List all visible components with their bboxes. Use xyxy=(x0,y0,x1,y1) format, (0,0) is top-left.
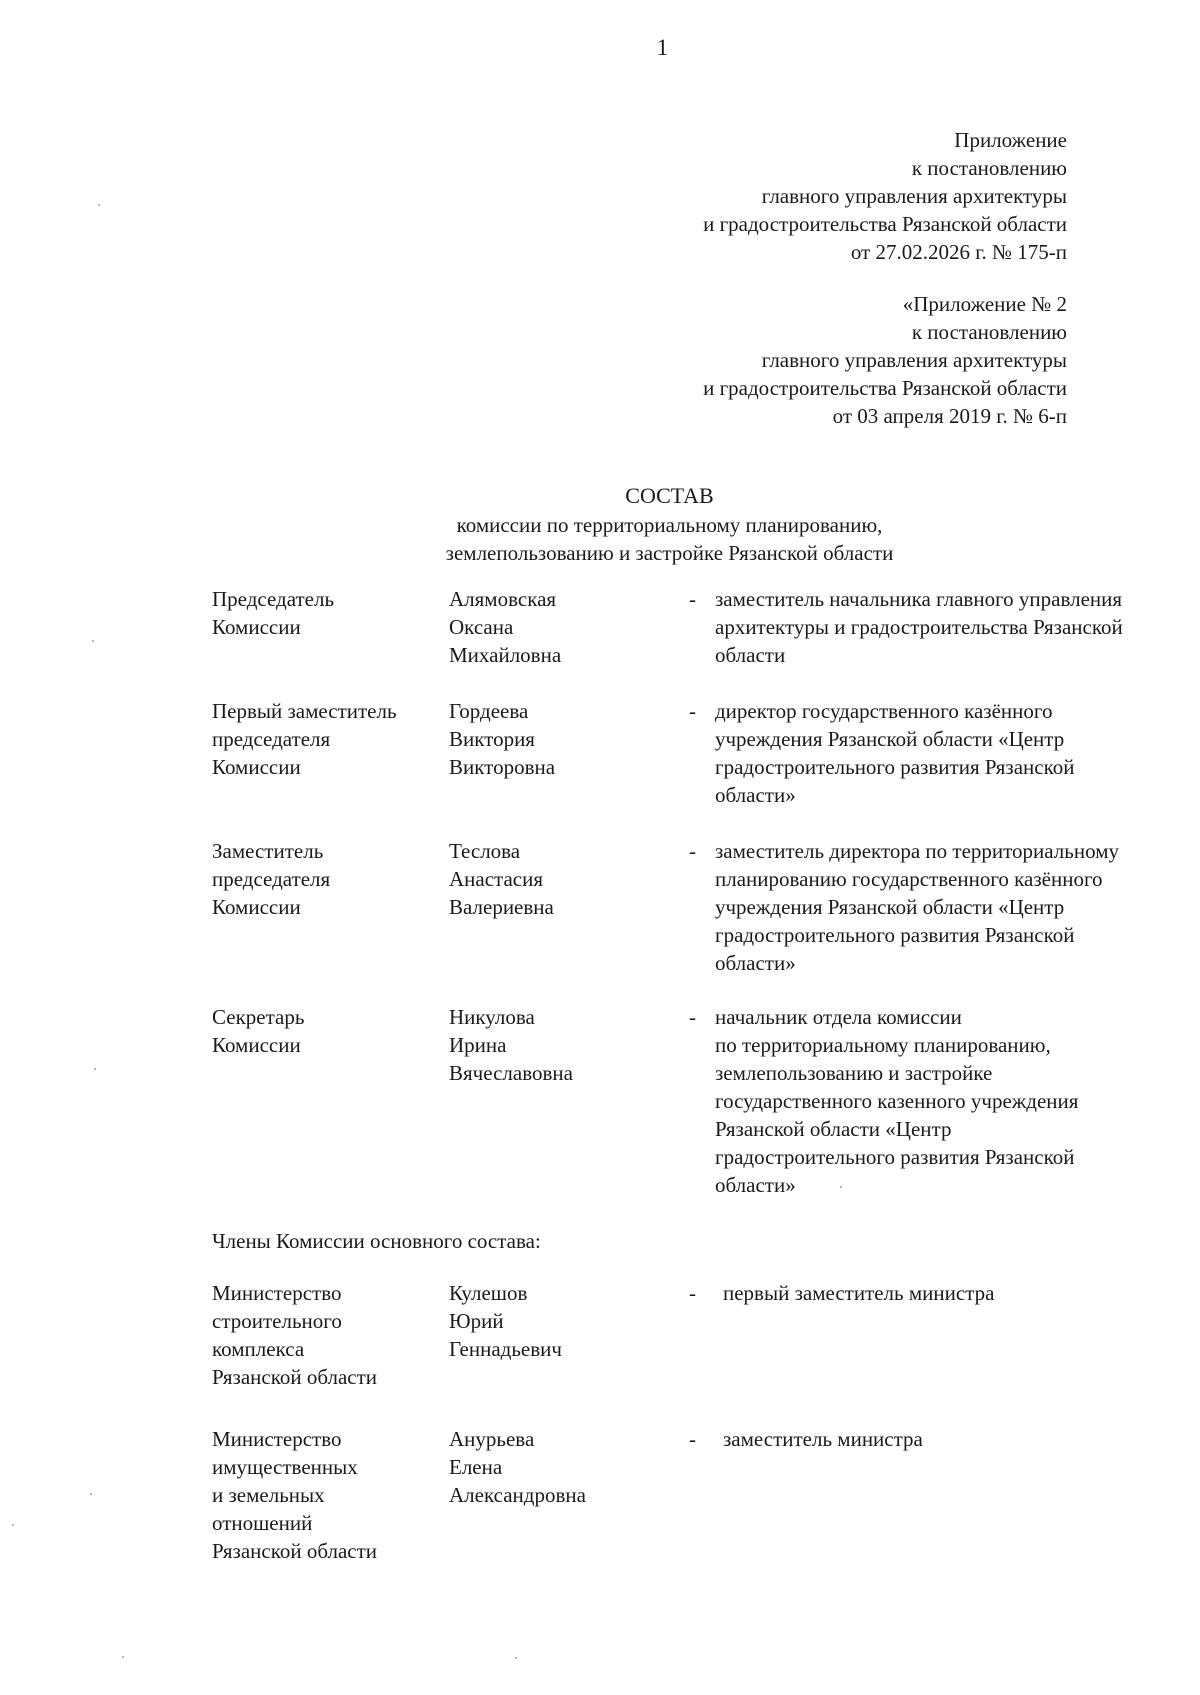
organization-label: Министерство имущественных и земельных отношений Рязанской области xyxy=(212,1427,378,1563)
appendix-current-line: Приложение xyxy=(954,128,1067,152)
commission-composition xyxy=(212,585,1200,1599)
title-subtitle-line: комиссии по территориальному планированию, xyxy=(456,513,883,537)
appendix-original-block xyxy=(467,290,1067,430)
document-title xyxy=(0,482,1200,567)
page-number: 1 xyxy=(656,35,669,60)
organization-label: Министерство строительного комплекса Рязанской области xyxy=(212,1281,378,1389)
role-label: Секретарь Комиссии xyxy=(212,1005,305,1057)
position-cell xyxy=(689,1003,1200,1199)
position-cell xyxy=(689,1279,1200,1391)
position-cell xyxy=(689,837,1200,977)
title-main: СОСТАВ xyxy=(625,483,714,508)
appendix-current-line: к постановлению xyxy=(911,156,1067,180)
appendix-original-line: к постановлению xyxy=(911,320,1067,344)
dash-separator: - xyxy=(689,839,696,863)
role-label: Первый заместитель председателя Комиссии xyxy=(212,699,397,779)
position-cell xyxy=(689,585,1200,669)
scan-speck xyxy=(94,1068,96,1070)
person-name: Кулешов Юрий Геннадьевич xyxy=(449,1281,562,1361)
scan-speck xyxy=(122,1656,124,1658)
person-name: Теслова Анастасия Валериевна xyxy=(449,839,554,919)
position-cell xyxy=(689,697,1200,809)
dash-separator: - xyxy=(689,1005,696,1029)
dash-separator: - xyxy=(689,1427,696,1451)
person-name: Никулова Ирина Вячеславовна xyxy=(449,1005,573,1085)
appendix-original-line: главного управления архитектуры xyxy=(761,348,1067,372)
leadership-row-deputy xyxy=(212,837,1200,977)
scan-speck xyxy=(98,204,100,206)
member-row xyxy=(212,1279,1200,1391)
position-cell xyxy=(689,1425,1200,1565)
scan-speck xyxy=(12,1524,14,1526)
dash-separator: - xyxy=(689,587,696,611)
position-text: заместитель директора по территориальному планированию государственного казённого учреждения Рязанской области «Центр градостроительного развития Рязанской области» xyxy=(715,839,1119,975)
scan-speck xyxy=(92,640,94,642)
appendix-current-block xyxy=(467,126,1067,266)
position-text: первый заместитель министра xyxy=(723,1281,995,1305)
appendix-current-line: главного управления архитектуры xyxy=(761,184,1067,208)
appendix-current-line: и градостроительства Рязанской области xyxy=(703,212,1067,236)
person-name: Алямовская Оксана Михайловна xyxy=(449,587,562,667)
person-name: Гордеева Виктория Викторовна xyxy=(449,699,556,779)
leadership-row-first-deputy xyxy=(212,697,1200,809)
appendix-original-line: «Приложение № 2 xyxy=(902,292,1067,316)
position-text: заместитель министра xyxy=(723,1427,923,1451)
role-label: Заместитель председателя Комиссии xyxy=(212,839,331,919)
appendix-original-line: и градостроительства Рязанской области xyxy=(703,376,1067,400)
position-text: директор государственного казённого учреждения Рязанской области «Центр градостроительного развития Рязанской области» xyxy=(715,699,1075,807)
position-text: начальник отдела комиссии по территориальному планированию, землепользованию и застройке государственного казенного учреждения Рязанской области «Центр градостроительного развития Рязанской области» xyxy=(715,1005,1079,1197)
person-name: Анурьева Елена Александровна xyxy=(449,1427,586,1507)
dash-separator: - xyxy=(689,699,696,723)
scan-speck xyxy=(840,1186,842,1188)
scan-speck xyxy=(90,1493,92,1495)
title-subtitle-line: землепользованию и застройке Рязанской области xyxy=(445,541,894,565)
role-label: Председатель Комиссии xyxy=(212,587,335,639)
appendix-original-line: от 03 апреля 2019 г. № 6-п xyxy=(832,404,1067,428)
members-heading: Члены Комиссии основного состава: xyxy=(212,1229,541,1253)
scan-speck xyxy=(515,1657,517,1659)
position-text: заместитель начальника главного управления архитектуры и градостроительства Рязанской области xyxy=(715,587,1123,667)
dash-separator: - xyxy=(689,1281,696,1305)
member-row xyxy=(212,1425,1200,1565)
leadership-row-chair xyxy=(212,585,1200,669)
appendix-current-line: от 27.02.2026 г. № 175-п xyxy=(850,240,1067,264)
leadership-row-secretary xyxy=(212,1003,1200,1199)
